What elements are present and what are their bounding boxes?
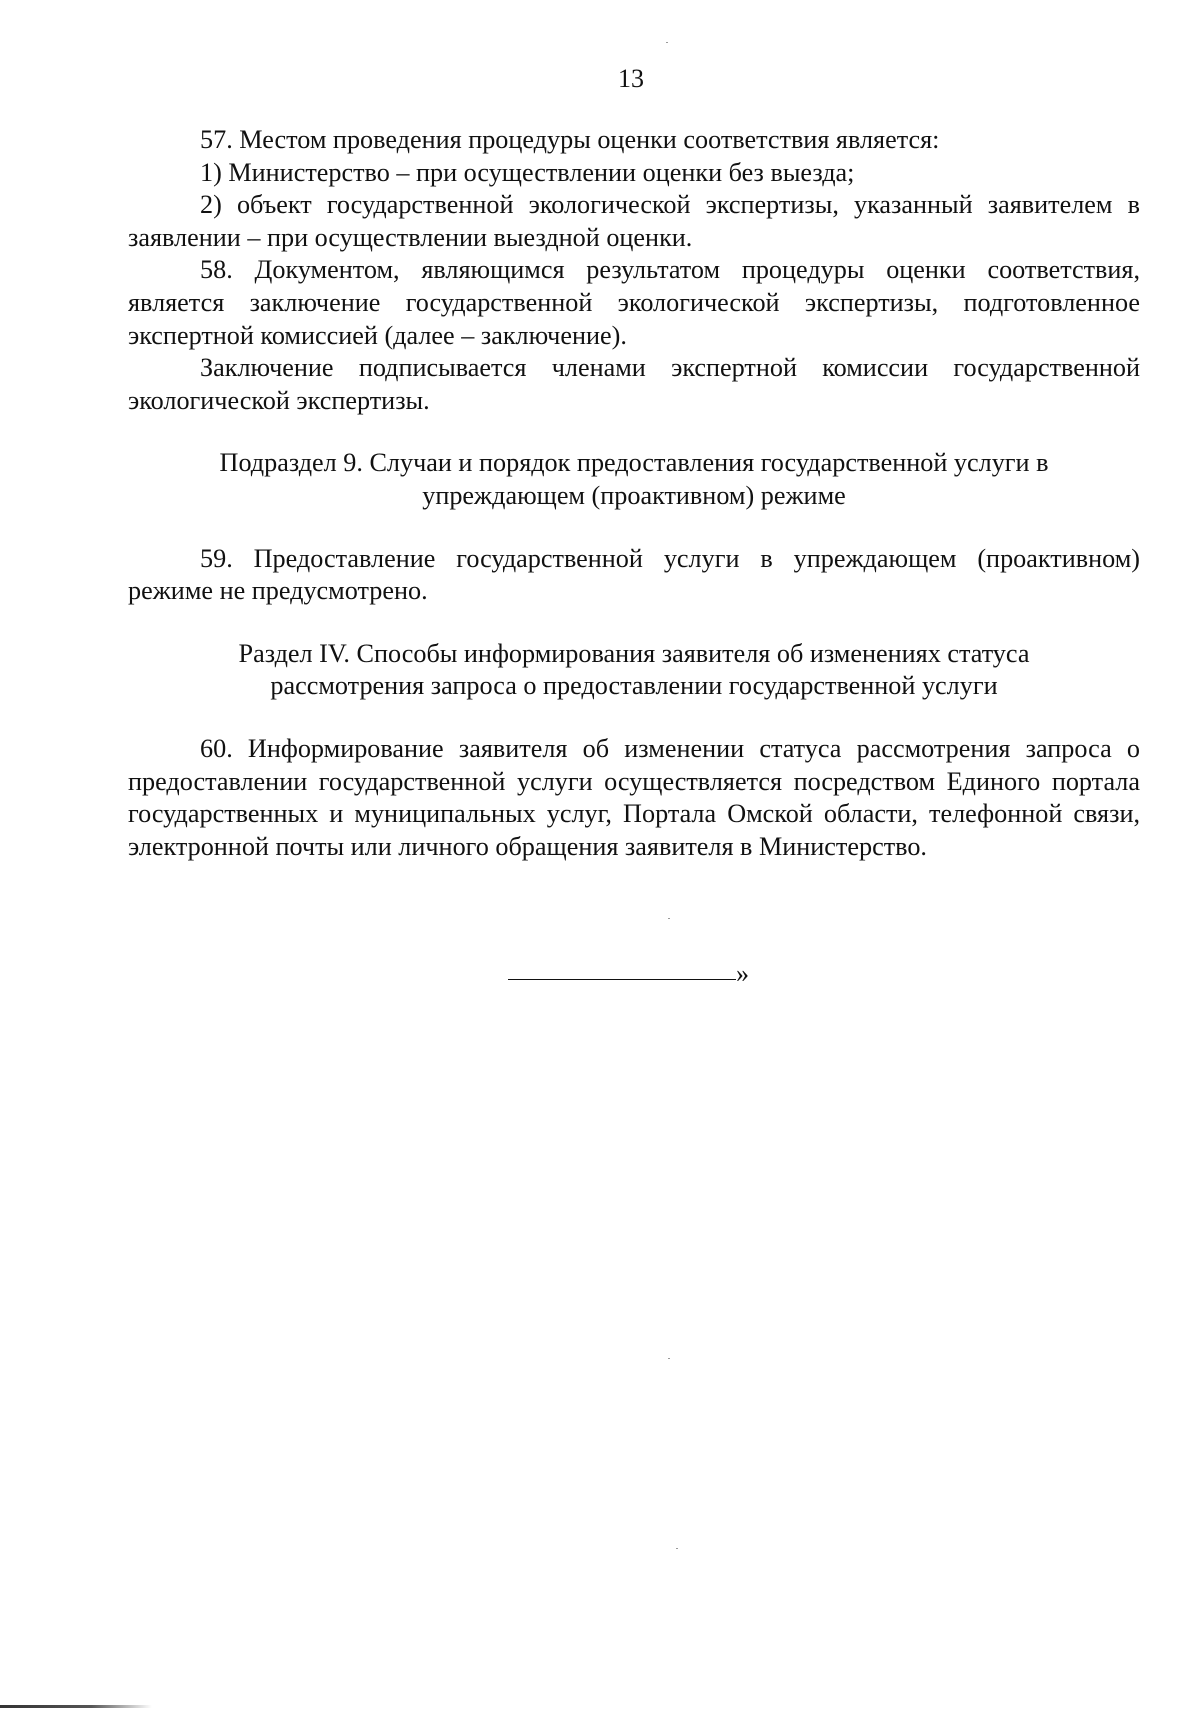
spacer [128,608,1140,638]
scan-edge-mark [0,1705,152,1708]
scan-speck [668,1358,670,1359]
section-4-heading-line-2: рассмотрения запроса о предоставлении государственной услуги [270,671,998,701]
paragraph-58-signing: Заключение подписывается членами экспертной комиссии государственной экологической экспертизы. [128,353,1140,415]
paragraph-58: 58. Документом, являющимся результатом процедуры оценки соответствия, является заключение государственной экологической экспертизы, подготовленное экспертной комиссией (далее – заключение). [128,255,1140,350]
page-number: 13 [618,64,644,93]
scan-speck [666,42,668,43]
paragraph-59: 59. Предоставление государственной услуги в упреждающем (проактивном) режиме не предусмотрено. [128,543,1140,606]
section-4-heading-line-1: Раздел IV. Способы информирования заявителя об изменениях статуса [238,638,1030,668]
document-end-mark [508,958,749,990]
subsection-9-heading-line-1: Подраздел 9. Случаи и порядок предоставления государственной услуги в [219,448,1049,478]
scan-speck [668,918,670,919]
spacer [128,417,1140,447]
paragraph-60: 60. Информирование заявителя об изменении статуса рассмотрения запроса о предоставлении государственной услуги осуществляется посредством Единого портала государственных и муниципальных услуг, Портала Омской области, телефонной связи, электронной почты или личного обращения заявителя в Министерство. [128,733,1140,861]
document-body [128,124,1140,863]
subsection-9-heading-line-2: упреждающем (проактивном) режиме [422,480,846,510]
end-rule [508,979,736,980]
scan-speck [676,1548,678,1549]
paragraph-57-item-1: 1) Министерство – при осуществлении оценки без выезда; [200,157,855,187]
spacer [128,513,1140,543]
closing-quote: » [736,959,749,988]
paragraph-57: 57. Местом проведения процедуры оценки соответствия является: [200,125,940,154]
paragraph-57-item-2: 2) объект государственной экологической экспертизы, указанный заявителем в заявлении – при осуществлении выездной оценки. [128,190,1140,252]
spacer [128,703,1140,733]
